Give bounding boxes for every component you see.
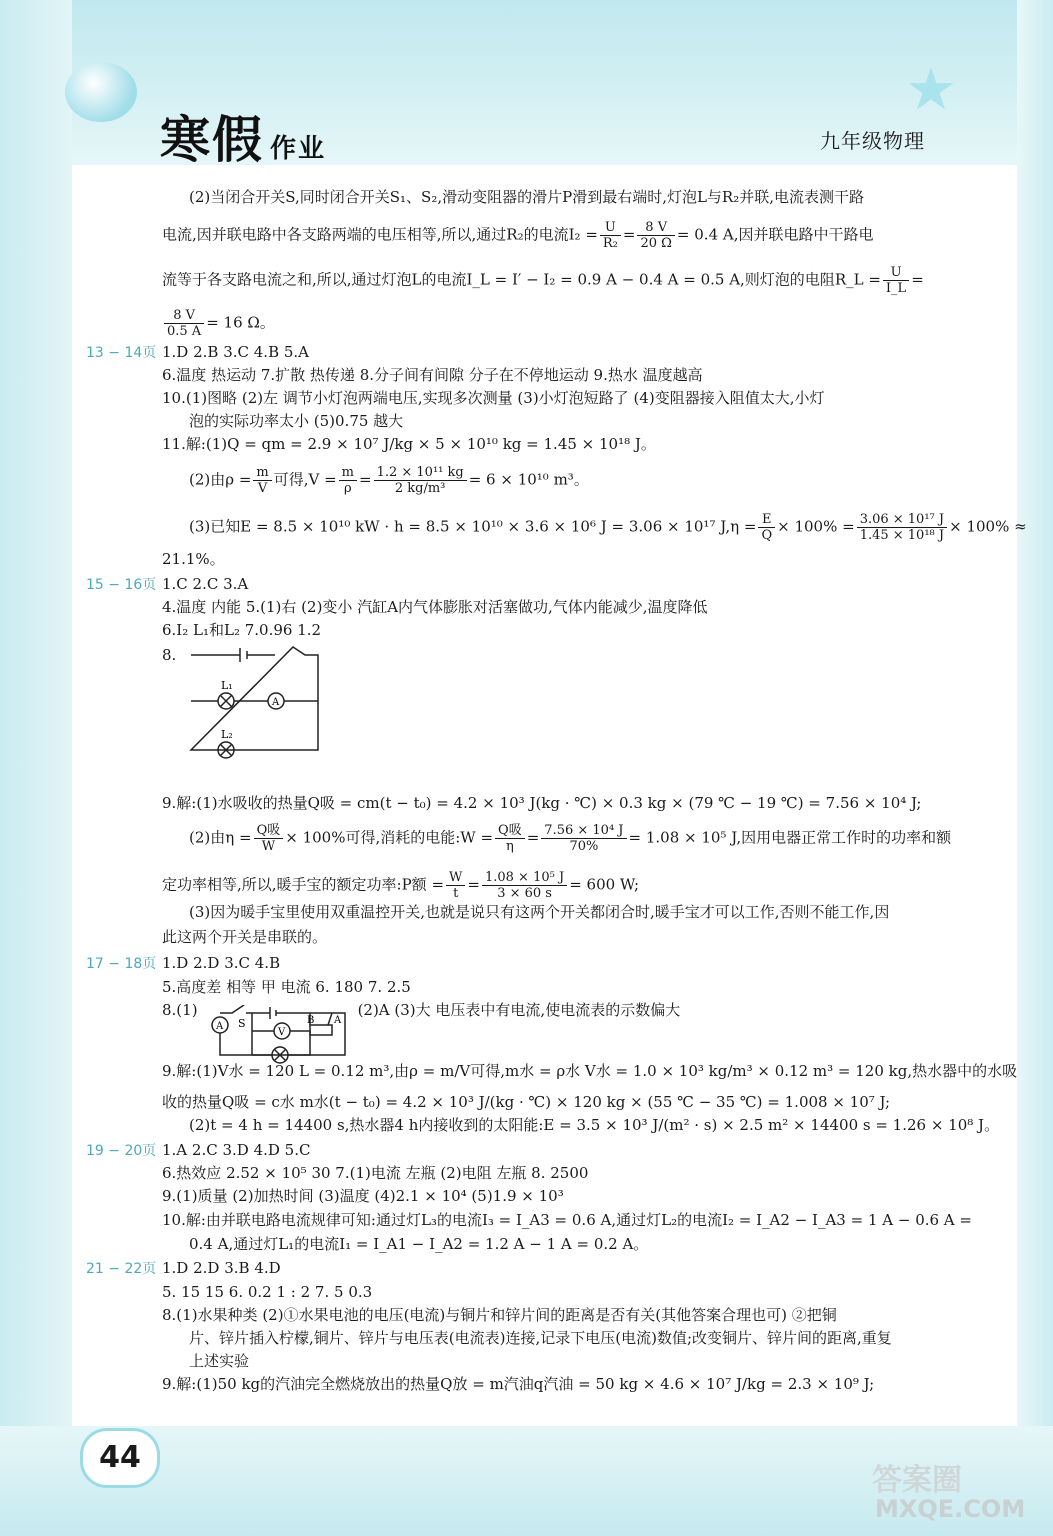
switch-label: S [238, 1017, 246, 1030]
subject-label: 九年级物理 [820, 129, 925, 153]
text-line: (2)由ρ = $\frac{m}{V}$ 可得,V = $\frac{m}{\rho}$ = $\frac{\text{1.2 × 10¹¹ kg}}{\text{2 kg/m³}}$ = 6 × 10¹⁰ m³。 [189, 465, 589, 496]
text-line: 此这两个开关是串联的。 [162, 928, 328, 946]
text-line: 6.热效应 2.52 × 10⁵ 30 7.(1)电流 左瓶 (2)电阻 左瓶 8. 2500 [162, 1164, 589, 1182]
text-line: 1.A 2.C 3.D 4.D 5.C [162, 1141, 311, 1159]
star-icon: ★ [905, 55, 957, 123]
page-number: 44 [80, 1428, 160, 1488]
lamp-label: L₁ [221, 679, 233, 692]
text-line: 收的热量Q吸 = c水 m水(t − t₀) = 4.2 × 10³ J/(kg · ℃) × 120 kg × (55 ℃ − 35 ℃) = 1.008 × 10⁷ J; [162, 1093, 891, 1111]
text-line: 8.(1) (2)A (3)大 电压表中有电流,使电流表的示数偏大 [162, 1001, 681, 1019]
text-line: 流等于各支路电流之和,所以,通过灯泡L的电流I_L = I′ − I₂ = 0.9 A − 0.4 A = 0.5 A,则灯泡的电阻R_L = $\frac{U}{I\_L}$ = [162, 265, 924, 296]
text-line: 1.D 2.D 3.C 4.B [162, 954, 281, 972]
balloon-icon [65, 62, 137, 122]
voltmeter-label: V [278, 1027, 286, 1038]
text-line: 1.D 2.D 3.B 4.D [162, 1259, 281, 1277]
circuit-diagram-1 [185, 645, 325, 760]
text-line: $\frac{8 V}{0.5 A}$ = 16 Ω。 [162, 308, 275, 339]
text-line: (2)t = 4 h = 14400 s,热水器4 h内接收到的太阳能:E = 3.5 × 10³ J/(m² · s) × 2.5 m² × 14400 s = 1.26 × 10⁸ J。 [189, 1116, 1000, 1134]
watermark-url: MXQE.COM [875, 1495, 1026, 1523]
text-line: 9.解:(1)50 kg的汽油完全燃烧放出的热量Q放 = m汽油q汽油 = 50 kg × 4.6 × 10⁷ J/kg = 2.3 × 10⁹ J; [162, 1375, 875, 1393]
text-line: 8.(1)水果种类 (2)①水果电池的电压(电流)与铜片和锌片间的距离是否有关(其他答案合理也可) ②把铜 [162, 1306, 837, 1324]
text-line: 4.温度 内能 5.(1)右 (2)变小 汽缸A内气体膨胀对活塞做功,气体内能减少,温度降低 [162, 598, 708, 616]
page-range-label: 19 − 20页 [86, 1143, 157, 1159]
text-line: (3)已知E = 8.5 × 10¹⁰ kW · h = 8.5 × 10¹⁰ × 3.6 × 10⁶ J = 3.06 × 10¹⁷ J,η = $\frac{E}{Q}$ × 100% = $\frac{\text{3.06 × 10¹⁷ J}}{\text{1.45 × 10¹⁸ J}}$ × 100% ≈ [189, 512, 1027, 543]
book-logo: 寒假 作业 [160, 111, 327, 169]
text-line: 10.解:由并联电路电流规律可知:通过灯L₃的电流I₃ = I_A3 = 0.6 A,通过灯L₂的电流I₂ = I_A2 − I_A3 = 1 A − 0.6 A = [162, 1211, 972, 1229]
text-line: 1.C 2.C 3.A [162, 575, 249, 593]
text-line: 9.(1)质量 (2)加热时间 (3)温度 (4)2.1 × 10⁴ (5)1.9 × 10³ [162, 1187, 564, 1205]
text-line: 8. [162, 646, 177, 664]
right-border [1017, 0, 1053, 1536]
text-line: 10.(1)图略 (2)左 调节小灯泡两端电压,实现多次测量 (3)小灯泡短路了 (4)变阻器接入阻值太大,小灯 [162, 389, 825, 407]
page-range-label: 13 − 14页 [86, 345, 157, 361]
watermark-logo: 答案圈 [872, 1463, 962, 1498]
text-line: 上述实验 [189, 1352, 250, 1370]
rheostat-end-label: A [334, 1015, 342, 1026]
page-range-label: 17 − 18页 [86, 956, 157, 972]
text-line: 1.D 2.B 3.C 4.B 5.A [162, 343, 310, 361]
text-line: 0.4 A,通过灯L₁的电流I₁ = I_A1 − I_A2 = 1.2 A − 1 A = 0.2 A。 [189, 1235, 649, 1253]
text-line: (2)当闭合开关S,同时闭合开关S₁、S₂,滑动变阻器的滑片P滑到最右端时,灯泡L与R₂并联,电流表测干路 [189, 188, 865, 206]
text-line: 21.1%。 [162, 550, 225, 568]
text-line: (2)由η = $\frac{\text{Q吸}}{W}$ × 100%可得,消耗的电能:W = $\frac{\text{Q吸}}{\eta}$ = $\frac{\text{7.56 × 10⁴ J}}{70\%}$ = 1.08 × 10⁵ J,因用电器正常工作时的功率和额 [189, 823, 952, 854]
text-line: 片、锌片插入柠檬,铜片、锌片与电压表(电流表)连接,记录下电压(电流)数值;改变铜片、锌片间的距离,重复 [189, 1329, 892, 1347]
page-range-label: 15 − 16页 [86, 577, 157, 593]
lamp-label: L₂ [221, 728, 233, 741]
text-line: 6.I₂ L₁和L₂ 7.0.96 1.2 [162, 621, 322, 639]
rheostat-end-label: B [307, 1015, 315, 1026]
text-line: 6.温度 热运动 7.扩散 热传递 8.分子间有间隙 分子在不停地运动 9.热水 温度越高 [162, 366, 703, 384]
page-range-label: 21 − 22页 [86, 1261, 157, 1277]
text-line: 5. 15 15 6. 0.2 1 : 2 7. 5 0.3 [162, 1283, 373, 1301]
text-line: 泡的实际功率太小 (5)0.75 越大 [189, 412, 404, 430]
text-line: 定功率相等,所以,暖手宝的额定功率:P额 = $\frac{W}{t}$ = $\frac{\text{1.08 × 10⁵ J}}{3 \times 60 s}$ = 600 W; [162, 870, 640, 901]
text-line: 9.解:(1)水吸收的热量Q吸 = cm(t − t₀) = 4.2 × 10³ J(kg · ℃) × 0.3 kg × (79 ℃ − 19 ℃) = 7.56 × 10⁴ J; [162, 794, 922, 812]
text-line: 11.解:(1)Q = qm = 2.9 × 10⁷ J/kg × 5 × 10¹⁰ kg = 1.45 × 10¹⁸ J。 [162, 435, 656, 453]
ammeter-label: A [272, 697, 280, 708]
text-line: (3)因为暖手宝里使用双重温控开关,也就是说只有这两个开关都闭合时,暖手宝才可以工作,否则不能工作,因 [189, 903, 890, 921]
text-line: 9.解:(1)V水 = 120 L = 0.12 m³,由ρ = m/V可得,m水 = ρ水 V水 = 1.0 × 10³ kg/m³ × 0.12 m³ = 120 kg,热水器中的水吸 [162, 1062, 1018, 1080]
text-line: 5.高度差 相等 甲 电流 6. 180 7. 2.5 [162, 978, 411, 996]
left-border [0, 0, 72, 1536]
ammeter-label: A [216, 1021, 224, 1032]
text-line: 电流,因并联电路中各支路两端的电压相等,所以,通过R₂的电流I₂ = $\frac{U}{\text{R₂}}$ = $\frac{8 V}{20 \Omega}$ = 0.4 A,因并联电路中干路电 [162, 220, 874, 251]
